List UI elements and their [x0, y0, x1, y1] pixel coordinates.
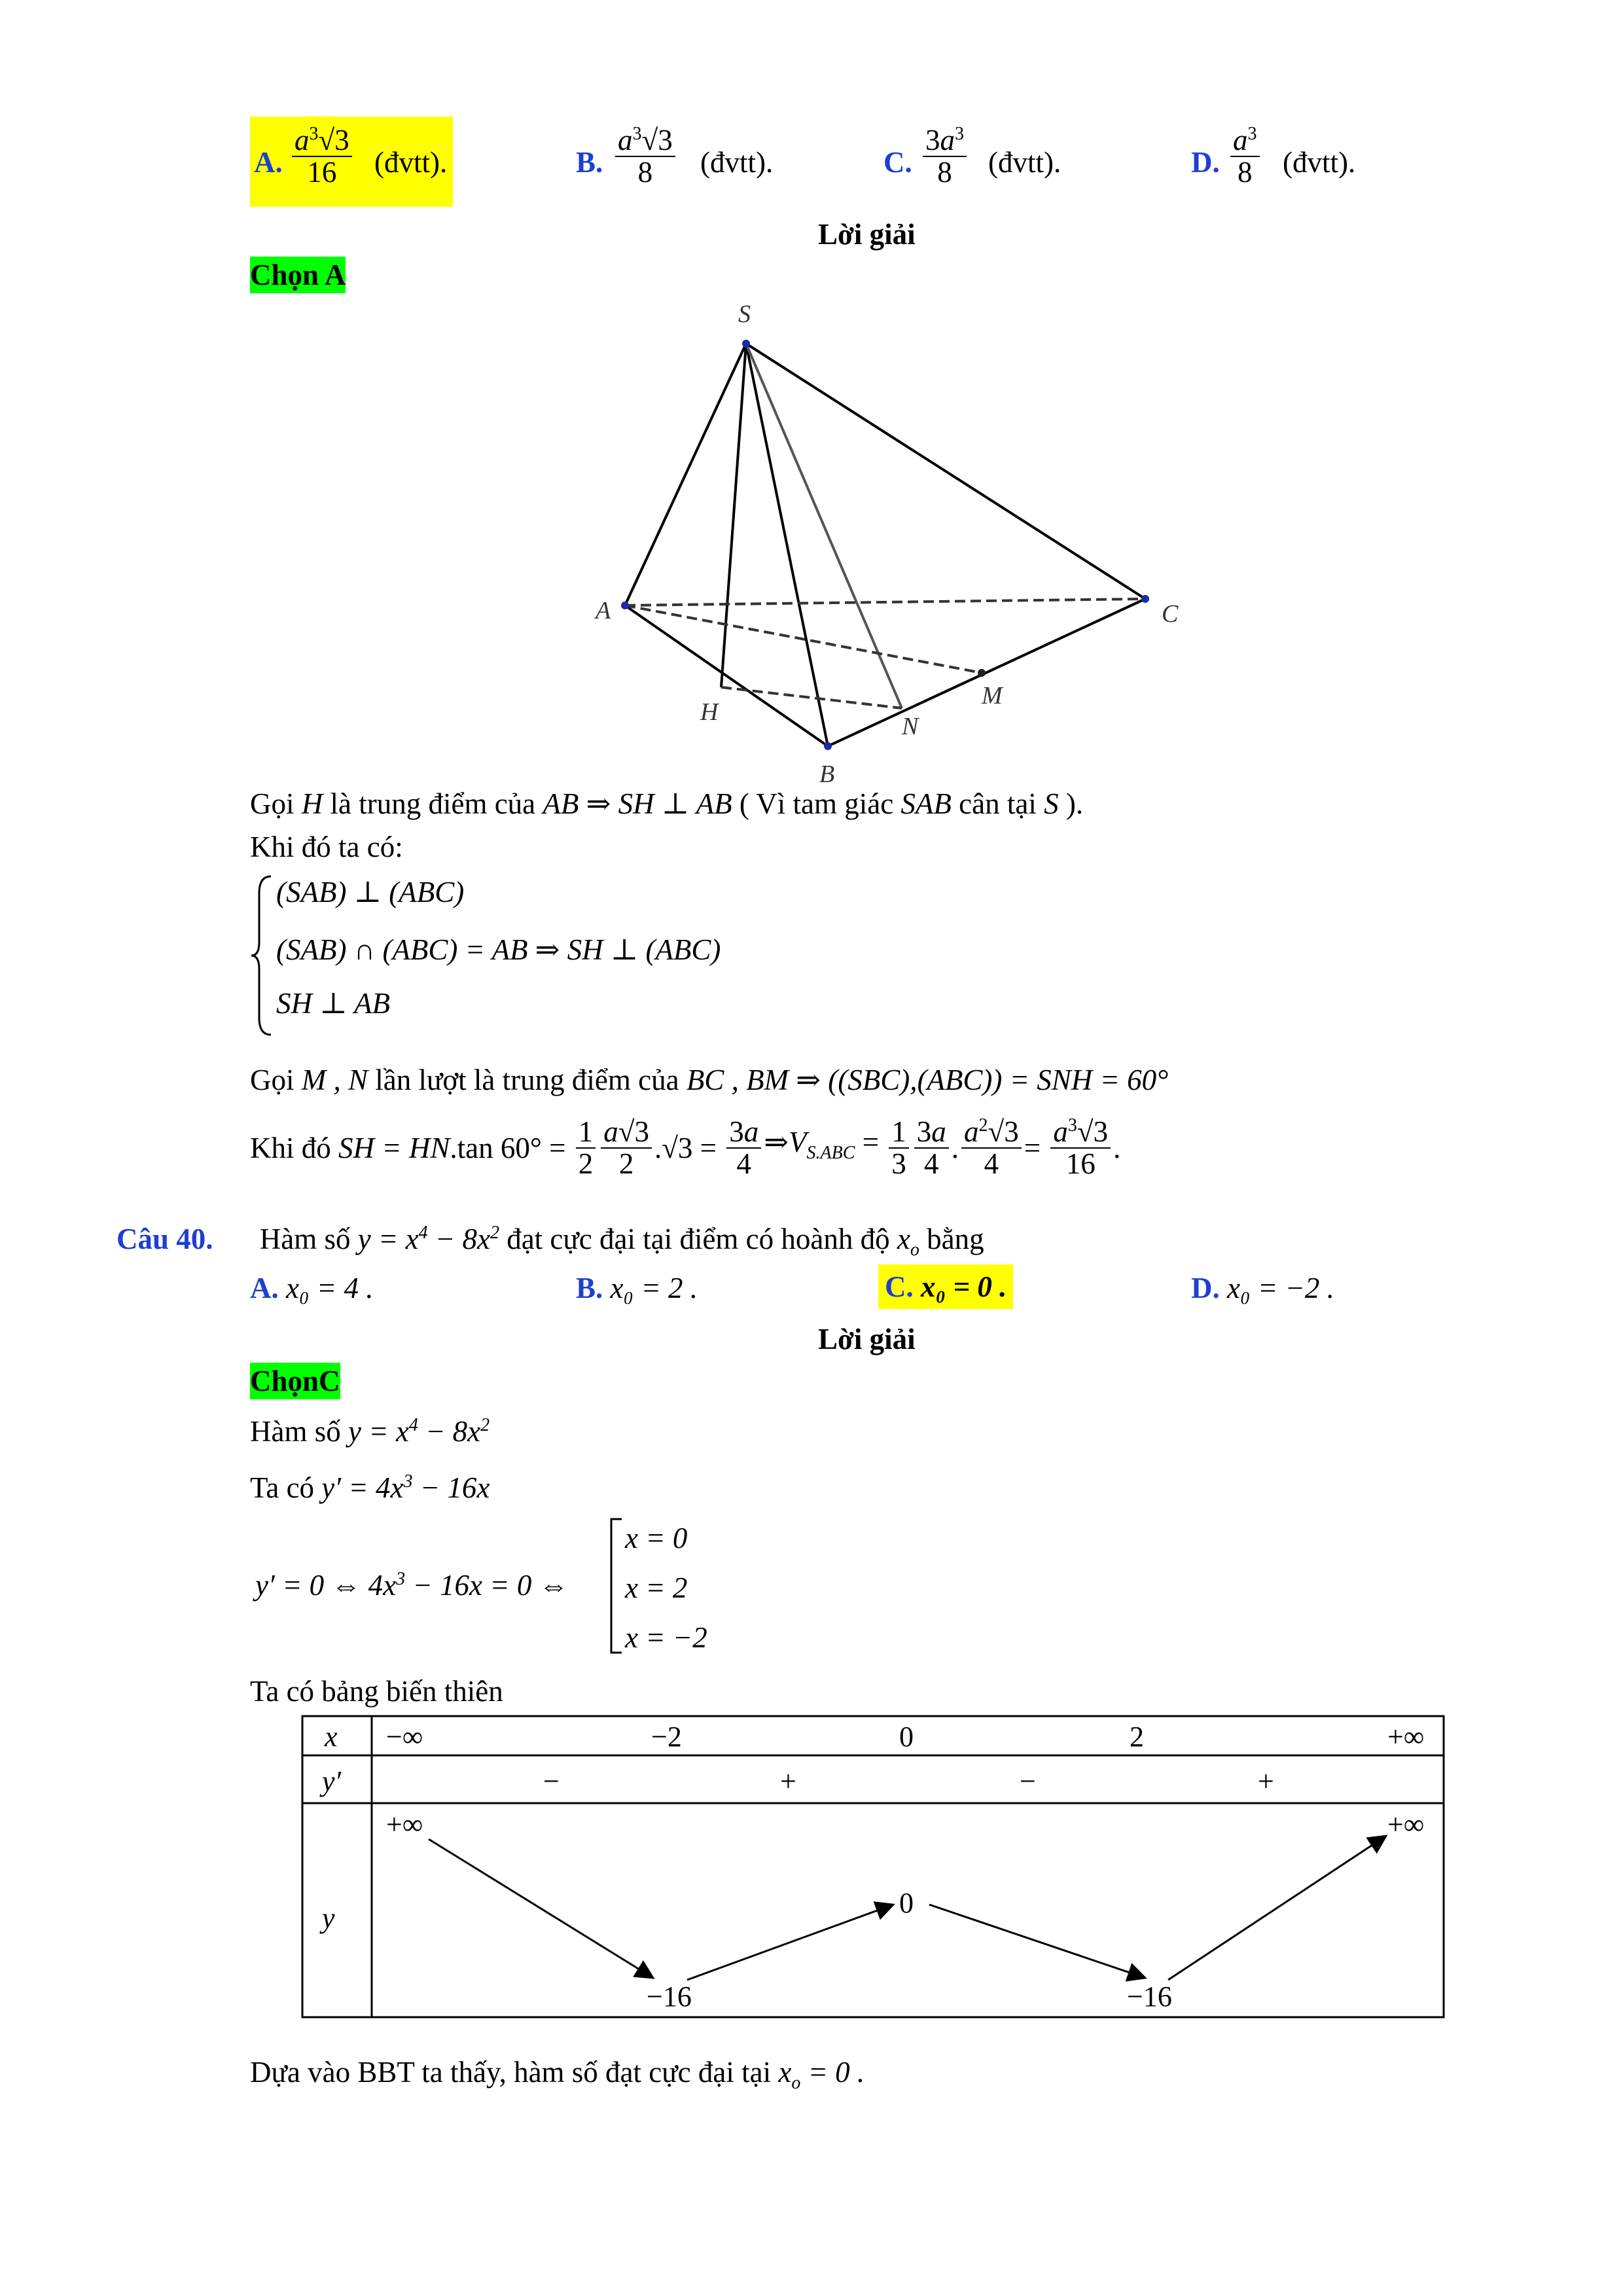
q40-bbt-intro: Ta có bảng biến thiên — [250, 1675, 503, 1708]
option-b-unit: (đvtt). — [700, 146, 774, 179]
option-c-unit: (đvtt). — [988, 146, 1061, 179]
option-b-label: B. — [576, 1272, 603, 1304]
bracket-icon — [609, 1517, 624, 1655]
q39-option-d[interactable] — [1191, 117, 1427, 207]
option-c-fraction: $\frac{3a^3}{8}$ — [923, 124, 967, 188]
text: Khi đó — [250, 1131, 331, 1164]
option-b-value: x₀ = 2 . — [610, 1272, 698, 1304]
edge-ac-hidden — [625, 599, 1145, 605]
q40-option-a[interactable] — [250, 1270, 373, 1306]
point-b — [824, 742, 832, 750]
edge-sa — [625, 344, 746, 605]
x-val-4: 2 — [1130, 1721, 1144, 1753]
text: Dựa vào BBT ta thấy, hàm số đạt cực đại tại — [250, 2056, 772, 2089]
option-a-label: A. — [254, 146, 283, 179]
system-line-1: (SAB) ⊥ (ABC) — [276, 876, 465, 908]
text: đạt cực đại tại điểm có hoành độ — [507, 1223, 890, 1255]
option-c-value: x₀ = 0 . — [921, 1270, 1007, 1303]
q39-loi-giai: Lời giải — [818, 218, 916, 251]
var-s: S — [1044, 787, 1059, 820]
q40-conclusion: Dựa vào BBT ta thấy, hàm số đạt cực đại tại $x_o = 0$ . — [250, 2056, 865, 2093]
yprime-sign-1: − — [543, 1765, 560, 1797]
point-s — [742, 340, 750, 348]
option-d-value: x₀ = −2 . — [1227, 1272, 1334, 1304]
q40-step-2: Ta có $y' = 4x^3 - 16x$ — [250, 1471, 490, 1504]
q40-step-1: Hàm số $y = x^4 - 8x^2$ — [250, 1415, 490, 1448]
q39-line-4: Khi đó SH = HN.tan 60° = $\frac{1}{2}$ $\frac{a√3}{2}$ .√3 = $\frac{3a}{4}$ $\Rightarrow V_{S.ABC}$ = $\frac{1}{3}$ $\frac{3a}{4}$ . $\frac{a^2√3}{4}$ = $\frac{a^3√3}{16}$ . — [250, 1115, 1121, 1181]
x-val-5: +∞ — [1387, 1721, 1425, 1753]
relation: BC , BM ⇒ ((SBC),(ABC)) = SNH = 60° — [686, 1064, 1169, 1096]
x-val-3: 0 — [899, 1721, 914, 1753]
left-brace — [250, 874, 276, 1037]
text: bằng — [927, 1223, 984, 1255]
text: cân tại — [959, 787, 1037, 820]
q40-option-c[interactable] — [878, 1265, 1013, 1309]
text: Hàm số — [259, 1223, 351, 1255]
formula-sh: SH = HN — [338, 1131, 450, 1164]
edge-bc — [828, 599, 1145, 746]
label-m: M — [982, 682, 1003, 709]
root-2: x = 2 — [625, 1571, 688, 1604]
y-val-3: 0 — [899, 1887, 914, 1919]
text: là trung điểm của — [330, 787, 536, 820]
option-a-label: A. — [250, 1272, 279, 1304]
variation-table — [301, 1715, 1453, 2022]
q40-step-3: y′ = 0 ⇔ $4x^3 - 16x = 0$ ⇔ — [255, 1569, 569, 1602]
row-label-x: x — [325, 1721, 338, 1753]
point-m — [978, 669, 986, 677]
var-mn: M , N — [301, 1064, 368, 1096]
text: ( Vì tam giác — [739, 787, 894, 820]
q40-stem — [116, 1215, 984, 1268]
option-d-label: D. — [1191, 146, 1220, 179]
q39-option-c[interactable] — [883, 117, 1119, 207]
q40-chon-c: ChọnC — [250, 1363, 340, 1399]
system-line-3: SH ⊥ AB — [276, 987, 390, 1020]
q39-option-a[interactable] — [250, 117, 453, 207]
option-d-label: D. — [1191, 1272, 1220, 1304]
segment-sh — [721, 344, 746, 687]
option-a-unit: (đvtt). — [374, 146, 448, 179]
question-number: Câu 40. — [116, 1223, 213, 1255]
var-h: H — [301, 787, 323, 820]
yprime-sign-4: + — [1258, 1765, 1274, 1797]
row-label-yprime: y′ — [322, 1765, 342, 1797]
var-x0: $x_o$ — [897, 1223, 919, 1260]
label-b: B — [819, 761, 835, 788]
y-val-4: −16 — [1127, 1981, 1172, 2013]
relation: AB ⇒ SH ⊥ AB — [543, 787, 732, 820]
option-a-value: x₀ = 4 . — [286, 1272, 374, 1304]
yprime-sign-2: + — [780, 1765, 796, 1797]
x-val-2: −2 — [651, 1721, 682, 1753]
label-s: S — [738, 301, 751, 328]
q40-option-b[interactable] — [576, 1270, 698, 1306]
q39-line-3 — [250, 1062, 1168, 1098]
option-a-fraction: $\frac{a^3√3}{16}$ — [292, 124, 352, 188]
row-label-y: y — [322, 1902, 335, 1934]
option-b-label: B. — [576, 146, 603, 179]
q39-line-2: Khi đó ta có: — [250, 831, 403, 863]
text: Hàm số — [250, 1415, 341, 1448]
q39-chon-a: Chọn A — [250, 257, 346, 293]
point-a — [621, 601, 629, 609]
option-d-fraction: $\frac{a^3}{8}$ — [1230, 124, 1260, 188]
q40-option-d[interactable] — [1191, 1270, 1334, 1306]
q39-line-1 — [250, 785, 1083, 822]
point-c — [1141, 595, 1149, 603]
option-b-fraction: $\frac{a^3√3}{8}$ — [615, 124, 675, 188]
function-formula: $y = x^4 - 8x^2$ — [357, 1223, 499, 1255]
label-n: N — [902, 713, 919, 740]
q39-option-b[interactable] — [576, 117, 812, 207]
edge-sc — [746, 344, 1145, 599]
y-val-1: +∞ — [386, 1808, 423, 1840]
text: Gọi — [250, 1064, 294, 1096]
text: lần lượt là trung điểm của — [375, 1064, 679, 1096]
arrow-increase-2 — [1168, 1836, 1386, 1980]
text: Gọi — [250, 787, 294, 820]
label-a: A — [596, 597, 611, 624]
arrow-decrease-2 — [929, 1905, 1145, 1978]
option-d-unit: (đvtt). — [1283, 146, 1356, 179]
pyramid-figure — [576, 301, 1204, 798]
option-c-label: C. — [883, 146, 912, 179]
text: ). — [1065, 787, 1084, 820]
var-sab: SAB — [901, 787, 952, 820]
option-c-label: C. — [885, 1270, 914, 1303]
label-h: H — [700, 698, 719, 726]
edge-sb — [746, 344, 828, 746]
q40-loi-giai: Lời giải — [818, 1323, 916, 1355]
text: Ta có — [250, 1471, 315, 1504]
y-val-2: −16 — [647, 1981, 692, 2013]
root-1: x = 0 — [625, 1522, 688, 1554]
yprime-sign-3: − — [1020, 1765, 1036, 1797]
arrow-decrease-1 — [429, 1839, 653, 1978]
y-val-5: +∞ — [1387, 1808, 1425, 1840]
x-val-1: −∞ — [386, 1721, 423, 1753]
segment-am-hidden — [625, 605, 982, 673]
label-c: C — [1162, 600, 1179, 628]
arrow-increase-1 — [687, 1905, 893, 1980]
system-line-2: (SAB) ∩ (ABC) = AB ⇒ SH ⊥ (ABC) — [276, 933, 721, 966]
root-3: x = −2 — [625, 1621, 707, 1654]
